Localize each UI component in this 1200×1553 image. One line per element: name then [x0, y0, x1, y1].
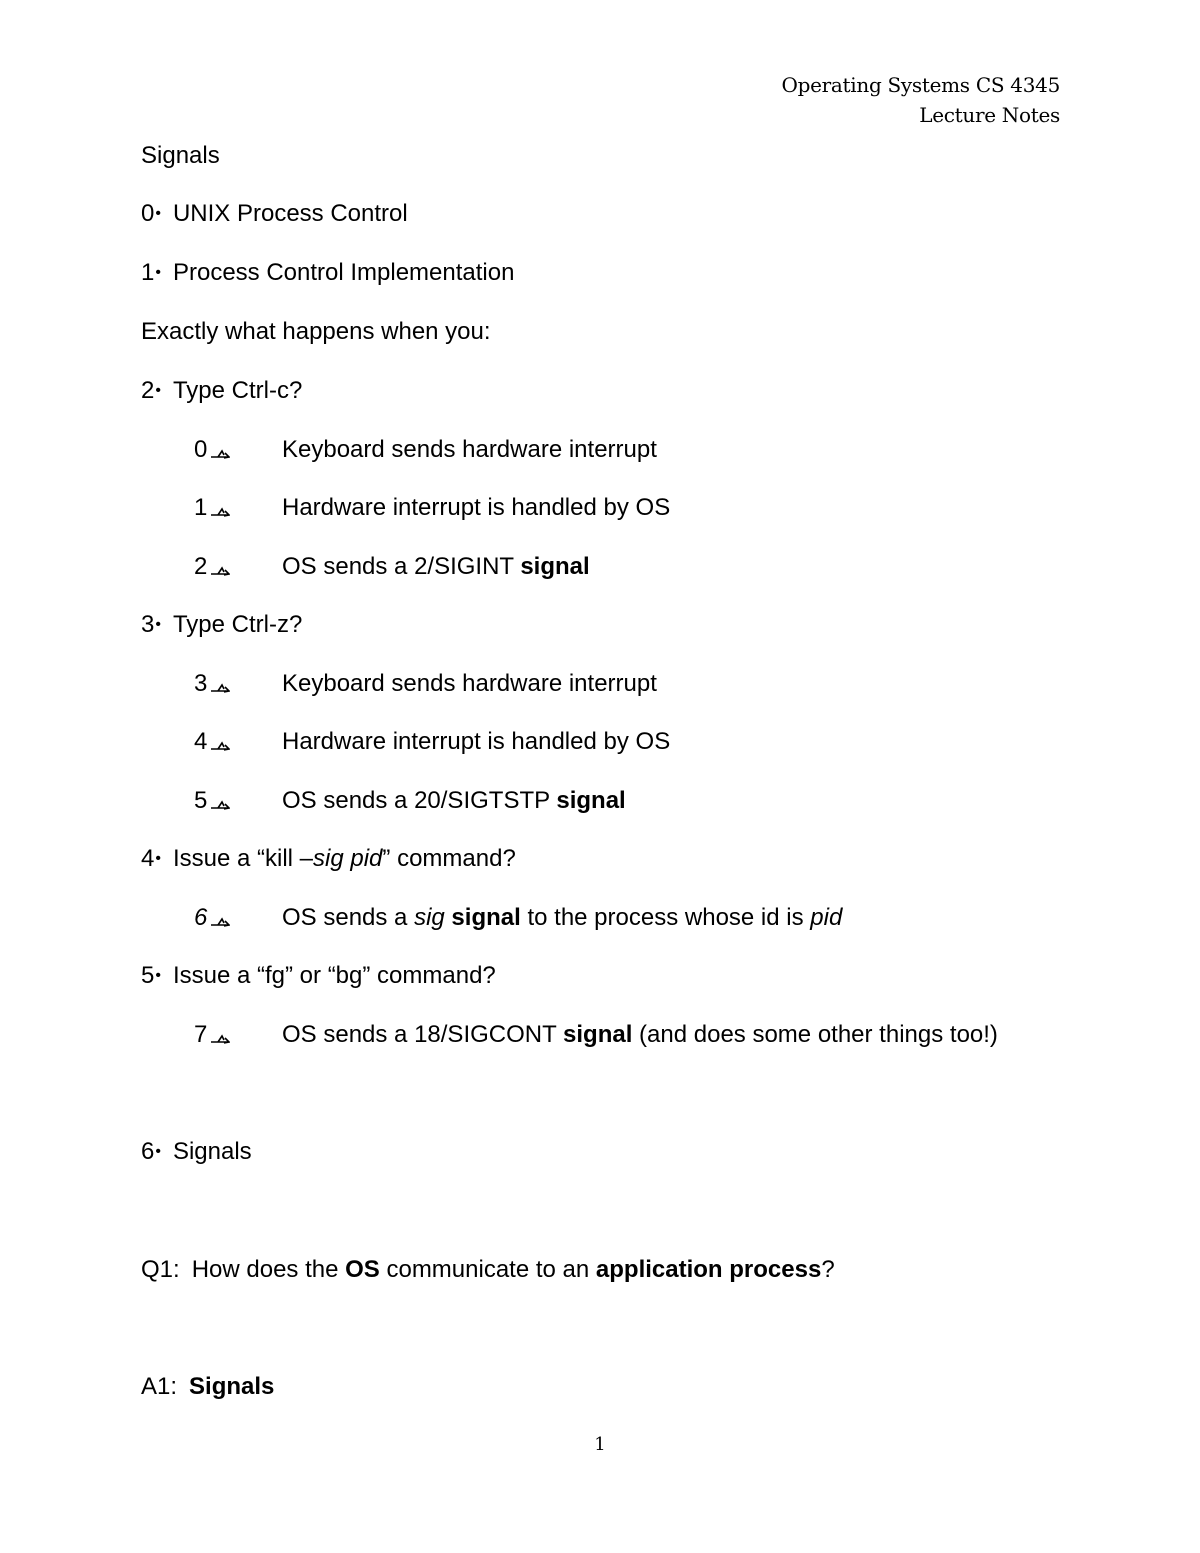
bullet-icon: •	[155, 382, 161, 399]
page-number: 1	[594, 1434, 606, 1455]
bold-text: signal	[444, 904, 521, 931]
item-text: Type Ctrl-z?	[172, 611, 303, 638]
list-item	[141, 200, 408, 228]
bullet-icon: •	[155, 205, 161, 222]
italic-text: pid	[810, 904, 843, 931]
course-title: Operating Systems CS 4345	[781, 73, 1060, 97]
sub-item	[194, 436, 657, 464]
sub-item-number: 4	[194, 728, 208, 755]
answer-label: A1:	[141, 1373, 178, 1400]
sub-item-text	[282, 904, 842, 932]
sub-item-number: 6	[194, 904, 208, 931]
italic-text: sig	[414, 904, 445, 931]
bullet-icon: •	[155, 616, 161, 633]
text-run: communicate to an	[379, 1256, 596, 1283]
sub-item-text: Keyboard sends hardware interrupt	[282, 436, 657, 463]
bold-text: Signals	[189, 1373, 275, 1400]
arrow-icon	[210, 737, 230, 751]
sub-item-text	[282, 1021, 998, 1049]
arrow-icon	[210, 1030, 230, 1044]
bullet-icon: •	[155, 967, 161, 984]
text-run: (and does some other things too!)	[632, 1021, 998, 1048]
sub-item-text	[282, 553, 590, 581]
item-text: Issue a “fg” or “bg” command?	[172, 962, 496, 989]
list-item	[141, 377, 302, 405]
question	[141, 1256, 835, 1284]
arrow-icon	[210, 445, 230, 459]
text-run: How does the	[191, 1256, 346, 1283]
list-item	[141, 611, 302, 639]
text-run: to the process whose id is	[520, 904, 811, 931]
italic-text: sig pid	[313, 845, 383, 872]
arrow-icon	[210, 796, 230, 810]
item-number: 1	[141, 259, 155, 286]
sub-item-number: 0	[194, 436, 208, 463]
text-run: Issue a “kill –	[172, 845, 314, 872]
sub-item	[194, 670, 657, 698]
sub-item	[194, 728, 671, 756]
sub-item-number: 7	[194, 1021, 208, 1048]
list-item	[141, 845, 516, 873]
text-run: OS sends a	[282, 904, 415, 931]
bold-text: OS	[345, 1256, 380, 1283]
page-header	[782, 70, 1060, 130]
sub-item	[194, 494, 671, 522]
arrow-icon	[210, 913, 230, 927]
item-number: 5	[141, 962, 155, 989]
bullet-icon: •	[155, 850, 161, 867]
bold-text: signal	[520, 553, 590, 580]
bold-text: signal	[563, 1021, 633, 1048]
sub-item-text	[282, 787, 626, 815]
item-number: 3	[141, 611, 155, 638]
text-run: OS sends a 18/SIGCONT	[282, 1021, 564, 1048]
sub-item-number: 1	[194, 494, 208, 521]
text-run: OS sends a 2/SIGINT	[282, 553, 521, 580]
list-item	[141, 259, 514, 287]
item-text: Process Control Implementation	[172, 259, 515, 286]
sub-item-text: Hardware interrupt is handled by OS	[282, 494, 671, 521]
item-text	[173, 845, 516, 872]
bullet-icon: •	[155, 264, 161, 281]
sub-item	[194, 904, 843, 932]
sub-item-text: Keyboard sends hardware interrupt	[282, 670, 657, 697]
sub-item	[194, 1021, 998, 1049]
item-text: Type Ctrl-c?	[172, 377, 303, 404]
sub-item-number: 5	[194, 787, 208, 814]
sub-item	[194, 553, 590, 581]
arrow-icon	[210, 562, 230, 576]
list-item	[141, 1138, 252, 1166]
arrow-icon	[210, 679, 230, 693]
sub-item-text: Hardware interrupt is handled by OS	[282, 728, 671, 755]
arrow-icon	[210, 503, 230, 517]
document-type: Lecture Notes	[919, 103, 1060, 127]
sub-item	[194, 787, 626, 815]
item-text: UNIX Process Control	[172, 200, 408, 227]
bold-text: signal	[556, 787, 626, 814]
text-run: OS sends a 20/SIGTSTP	[282, 787, 557, 814]
text-run: ” command?	[382, 845, 516, 872]
bullet-icon: •	[155, 1143, 161, 1160]
list-item	[141, 962, 496, 990]
item-number: 4	[141, 845, 155, 872]
item-number: 0	[141, 200, 155, 227]
intro-text: Exactly what happens when you:	[141, 318, 491, 345]
section-title: Signals	[141, 142, 220, 169]
sub-item-number: 3	[194, 670, 208, 697]
item-number: 2	[141, 377, 155, 404]
answer	[141, 1373, 274, 1401]
item-text: Signals	[172, 1138, 252, 1165]
item-number: 6	[141, 1138, 155, 1165]
question-label: Q1:	[141, 1256, 180, 1283]
bold-text: application process	[595, 1256, 822, 1283]
sub-item-number: 2	[194, 553, 208, 580]
text-run: ?	[821, 1256, 835, 1283]
